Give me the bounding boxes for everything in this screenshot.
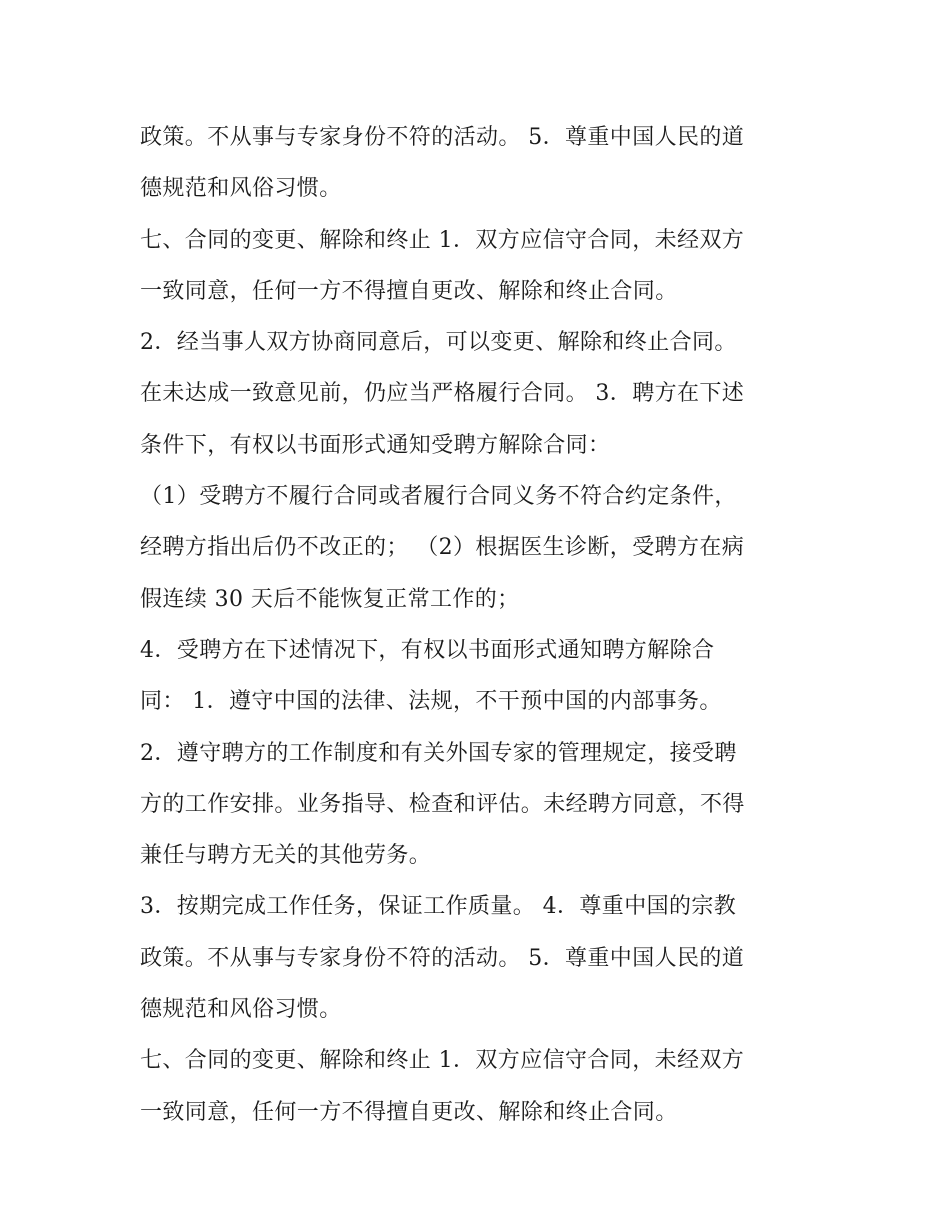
text-line: 在未达成一致意见前，仍应当严格履行合同。 3．聘方在下述 — [140, 381, 745, 407]
text-line: 同： 1．遵守中国的法律、法规，不干预中国的内部事务。 — [140, 689, 722, 715]
text-line: 政策。不从事与专家身份不符的活动。 5．尊重中国人民的道 — [140, 125, 745, 150]
text-line: 兼任与聘方无关的其他劳务。 — [140, 843, 432, 869]
text-line: 政策。不从事与专家身份不符的活动。 5．尊重中国人民的道 — [140, 945, 745, 971]
text-line: 经聘方指出后仍不改正的； （2）根据医生诊断，受聘方在病 — [140, 535, 745, 561]
text-line: 2．经当事人双方协商同意后，可以变更、解除和终止合同。 — [140, 330, 737, 356]
text-line: 3．按期完成工作任务，保证工作质量。 4．尊重中国的宗教 — [140, 894, 737, 920]
text-line: 假连续 30 天后不能恢复正常工作的； — [140, 586, 520, 612]
text-line: 德规范和风俗习惯。 — [140, 997, 342, 1023]
text-line: 一致同意，任何一方不得擅自更改、解除和终止合同。 — [140, 278, 678, 304]
text-line: 2．遵守聘方的工作制度和有关外国专家的管理规定，接受聘 — [140, 740, 737, 766]
text-line: 七、合同的变更、解除和终止 1．双方应信守合同，未经双方 — [140, 1048, 745, 1074]
text-line: 七、合同的变更、解除和终止 1．双方应信守合同，未经双方 — [140, 227, 745, 253]
text-line: 德规范和风俗习惯。 — [140, 176, 342, 202]
text-line: 条件下，有权以书面形式通知受聘方解除合同： — [140, 432, 611, 458]
text-line: 4．受聘方在下述情况下，有权以书面形式通知聘方解除合 — [140, 637, 715, 663]
text-line: 一致同意，任何一方不得擅自更改、解除和终止合同。 — [140, 1099, 678, 1125]
document-body — [140, 112, 830, 1138]
text-line: （1）受聘方不履行合同或者履行合同义务不符合约定条件， — [140, 484, 737, 510]
text-line: 方的工作安排。业务指导、检查和评估。未经聘方同意，不得 — [140, 791, 745, 817]
